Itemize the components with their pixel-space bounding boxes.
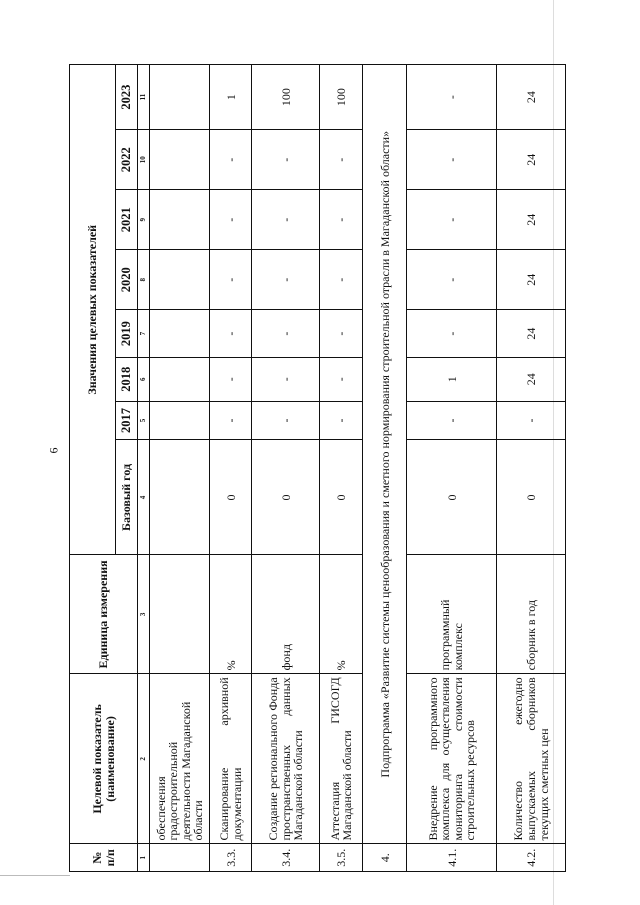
table-row <box>252 65 320 872</box>
header-year: 2020 <box>116 250 138 310</box>
row-base <box>150 440 210 555</box>
row-base: 0 <box>210 440 252 555</box>
rotated-table <box>69 64 565 872</box>
row-unit: сборник в год <box>497 555 566 674</box>
row-indicator: Аттестация ГИСОГД Магаданской области <box>320 674 363 844</box>
page-number: 6 <box>46 447 61 454</box>
col-number: 3 <box>138 555 150 674</box>
row-value: 1 <box>407 357 497 401</box>
row-value: - <box>210 357 252 401</box>
row-value: - <box>210 310 252 358</box>
table-row <box>320 65 363 872</box>
header-year: 2019 <box>116 310 138 358</box>
row-value: - <box>320 401 363 440</box>
header-unit: Единица измерения <box>70 555 138 674</box>
row-value: - <box>407 130 497 190</box>
row-value: 24 <box>497 357 566 401</box>
row-num: 3.5. <box>320 844 363 872</box>
row-value: - <box>320 190 363 250</box>
row-value: - <box>252 310 320 358</box>
row-value: 1 <box>210 65 252 130</box>
row-num <box>150 844 210 872</box>
row-unit <box>150 555 210 674</box>
row-indicator: Внедрение программного комплекса для осуществления мониторинга стоимости строительных ресурсов <box>407 674 497 844</box>
col-number: 9 <box>138 190 150 250</box>
row-value: - <box>252 190 320 250</box>
row-value: - <box>407 250 497 310</box>
row-value <box>150 250 210 310</box>
row-value: - <box>497 401 566 440</box>
row-value: - <box>252 357 320 401</box>
row-value: - <box>210 190 252 250</box>
col-number: 5 <box>138 401 150 440</box>
row-value <box>150 65 210 130</box>
row-value: - <box>407 401 497 440</box>
header-year: 2021 <box>116 190 138 250</box>
row-value: - <box>320 130 363 190</box>
row-value: - <box>407 65 497 130</box>
row-value: 24 <box>497 190 566 250</box>
row-indicator: Количество ежегодно выпускаемых сборников текущих сметных цен <box>497 674 566 844</box>
col-number: 7 <box>138 310 150 358</box>
indicators-table <box>69 64 566 872</box>
row-value: - <box>252 401 320 440</box>
col-number: 8 <box>138 250 150 310</box>
header-indicator: Целевой показатель (наименование) <box>70 674 138 844</box>
subprogram-title: Подпрограмма «Развитие системы ценообразования и сметного нормирования строительной отрасли в Магаданской области» <box>363 65 407 844</box>
row-value: - <box>407 310 497 358</box>
row-unit: % <box>210 555 252 674</box>
header-year: 2022 <box>116 130 138 190</box>
row-value: - <box>210 130 252 190</box>
row-value: - <box>320 250 363 310</box>
header-values: Значения целевых показателей <box>70 65 116 556</box>
row-value: 24 <box>497 250 566 310</box>
row-value <box>150 401 210 440</box>
row-value: 100 <box>252 65 320 130</box>
row-base: 0 <box>497 440 566 555</box>
margin-mark <box>0 875 70 876</box>
row-num: 4.1. <box>407 844 497 872</box>
row-base: 0 <box>407 440 497 555</box>
table-row <box>407 65 497 872</box>
row-indicator: обеспечения градостроительной деятельности Магаданской области <box>150 674 210 844</box>
row-indicator: Создание регионального Фонда пространственных данных Магаданской области <box>252 674 320 844</box>
row-value: - <box>210 250 252 310</box>
row-unit: программный комплекс <box>407 555 497 674</box>
row-unit: фонд <box>252 555 320 674</box>
row-indicator: Сканирование архивной документации <box>210 674 252 844</box>
row-unit: % <box>320 555 363 674</box>
row-num: 3.3. <box>210 844 252 872</box>
row-value <box>150 357 210 401</box>
row-value: - <box>320 310 363 358</box>
header-row-1 <box>70 65 116 872</box>
header-year: 2023 <box>116 65 138 130</box>
row-value: - <box>252 130 320 190</box>
row-base: 0 <box>252 440 320 555</box>
column-number-row <box>138 65 150 872</box>
row-value <box>150 130 210 190</box>
rotated-table-wrapper <box>69 64 640 867</box>
header-num: № п/п <box>70 844 138 872</box>
row-value: - <box>210 401 252 440</box>
col-number: 6 <box>138 357 150 401</box>
row-value <box>150 190 210 250</box>
header-year: 2018 <box>116 357 138 401</box>
col-number: 10 <box>138 130 150 190</box>
col-number: 2 <box>138 674 150 844</box>
row-num: 4.2. <box>497 844 566 872</box>
row-value: 24 <box>497 310 566 358</box>
row-value: 100 <box>320 65 363 130</box>
table-row <box>497 65 566 872</box>
col-number: 11 <box>138 65 150 130</box>
header-base-year: Базовый год <box>116 440 138 555</box>
row-value <box>150 310 210 358</box>
header-year: 2017 <box>116 401 138 440</box>
table-row <box>150 65 210 872</box>
row-base: 0 <box>320 440 363 555</box>
col-number: 4 <box>138 440 150 555</box>
row-num: 3.4. <box>252 844 320 872</box>
row-value: - <box>320 357 363 401</box>
table-row <box>210 65 252 872</box>
row-value: - <box>407 190 497 250</box>
row-value: 24 <box>497 65 566 130</box>
row-value: - <box>252 250 320 310</box>
col-number: 1 <box>138 844 150 872</box>
subprogram-row <box>363 65 407 872</box>
row-value: 24 <box>497 130 566 190</box>
subprogram-num: 4. <box>363 844 407 872</box>
